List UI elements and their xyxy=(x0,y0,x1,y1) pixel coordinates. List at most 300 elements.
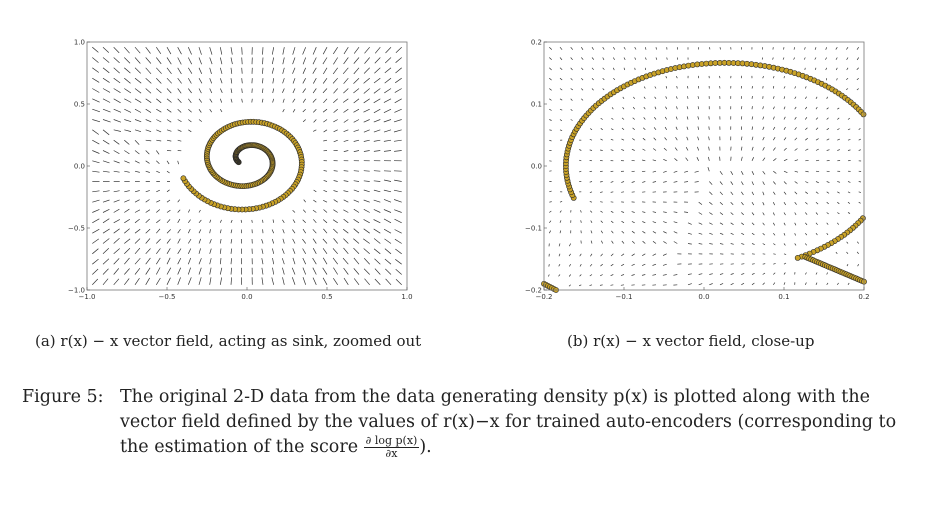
field-arrow xyxy=(135,258,140,264)
field-arrow xyxy=(354,140,359,141)
field-arrow xyxy=(262,239,263,243)
field-arrow xyxy=(795,149,798,151)
field-arrow xyxy=(188,210,190,213)
field-arrow xyxy=(611,231,613,233)
field-arrow xyxy=(827,108,829,110)
field-arrow xyxy=(199,68,202,74)
field-arrow xyxy=(741,223,744,225)
field-arrow xyxy=(220,47,222,54)
field-arrow xyxy=(687,137,688,140)
field-arrow xyxy=(805,202,807,204)
caption-body xyxy=(120,385,922,460)
field-arrow xyxy=(795,233,796,235)
field-arrow xyxy=(385,259,391,264)
field-arrow xyxy=(611,118,613,119)
field-arrow xyxy=(344,181,349,182)
field-arrow xyxy=(571,58,573,60)
field-arrow xyxy=(621,285,624,286)
field-arrow xyxy=(699,284,703,285)
field-arrow xyxy=(698,116,699,119)
field-arrow xyxy=(676,117,677,120)
field-arrow xyxy=(344,151,349,152)
field-arrow xyxy=(665,117,667,120)
field-arrow xyxy=(603,78,605,80)
field-arrow xyxy=(199,89,201,94)
field-arrow xyxy=(592,78,594,80)
field-arrow xyxy=(103,161,110,163)
field-arrow xyxy=(210,89,212,94)
field-arrow xyxy=(384,229,391,233)
field-arrow xyxy=(805,223,807,225)
field-arrow xyxy=(741,182,743,185)
field-arrow xyxy=(613,47,615,49)
field-arrow xyxy=(837,202,839,204)
y-tick-label: 0.5 xyxy=(73,100,85,109)
field-arrow xyxy=(364,249,370,254)
field-arrow xyxy=(199,248,201,253)
field-arrow xyxy=(560,58,562,60)
field-arrow xyxy=(292,277,295,285)
field-arrow xyxy=(156,151,159,155)
field-arrow xyxy=(741,233,744,235)
field-arrow xyxy=(114,47,120,53)
field-arrow xyxy=(343,99,348,103)
field-arrow xyxy=(334,140,338,142)
field-arrow xyxy=(293,47,295,54)
field-arrow xyxy=(188,239,191,244)
field-arrow xyxy=(741,213,743,215)
field-arrow xyxy=(763,192,764,195)
field-arrow xyxy=(231,258,232,264)
field-arrow xyxy=(773,223,774,226)
field-arrow xyxy=(590,139,592,140)
field-arrow xyxy=(124,161,129,163)
field-arrow xyxy=(560,220,561,222)
field-arrow xyxy=(156,78,161,83)
field-arrow xyxy=(642,231,645,233)
field-arrow xyxy=(273,220,274,223)
field-arrow xyxy=(135,210,140,213)
field-arrow xyxy=(178,239,181,244)
field-arrow xyxy=(688,244,692,245)
field-arrow xyxy=(590,192,592,193)
field-arrow xyxy=(858,264,859,266)
field-arrow xyxy=(611,221,613,223)
field-arrow xyxy=(103,219,109,223)
x-tick-label: −0.2 xyxy=(535,293,553,301)
field-arrow xyxy=(293,58,295,65)
field-arrow xyxy=(763,264,766,265)
field-arrow xyxy=(642,182,645,183)
field-arrow xyxy=(784,273,785,275)
field-arrow xyxy=(124,78,130,83)
field-arrow xyxy=(827,192,829,194)
field-arrow xyxy=(624,47,625,49)
field-arrow xyxy=(313,130,316,132)
field-arrow xyxy=(220,89,222,93)
field-arrow xyxy=(837,150,840,151)
field-arrow xyxy=(622,221,625,223)
field-arrow xyxy=(313,78,316,83)
field-arrow xyxy=(859,202,861,203)
field-arrow xyxy=(156,109,161,112)
field-arrow xyxy=(592,89,594,91)
field-arrow xyxy=(374,140,381,141)
field-arrow xyxy=(653,212,656,213)
field-arrow xyxy=(385,58,391,64)
field-arrow xyxy=(396,269,402,274)
field-arrow xyxy=(857,252,859,254)
field-arrow xyxy=(92,279,98,285)
field-arrow xyxy=(135,68,141,74)
field-arrow xyxy=(655,87,656,89)
field-arrow xyxy=(231,47,232,54)
field-arrow xyxy=(720,192,723,195)
field-arrow xyxy=(114,268,119,274)
field-arrow xyxy=(385,239,392,244)
field-arrow xyxy=(697,147,698,151)
data-spiral xyxy=(181,119,305,212)
field-arrow xyxy=(560,231,561,234)
field-arrow xyxy=(805,128,807,130)
field-arrow xyxy=(699,223,703,225)
field-arrow xyxy=(364,181,370,182)
field-arrow xyxy=(313,200,316,202)
field-arrow xyxy=(663,241,666,243)
vector-field-plot-close-up xyxy=(515,30,875,310)
field-arrow xyxy=(394,210,402,213)
field-arrow xyxy=(784,47,785,49)
field-arrow xyxy=(231,230,232,234)
field-arrow xyxy=(199,229,201,233)
field-arrow xyxy=(752,137,753,141)
field-arrow xyxy=(805,171,808,172)
field-arrow xyxy=(635,47,636,49)
field-arrow xyxy=(313,248,316,254)
field-arrow xyxy=(837,139,840,140)
field-arrow xyxy=(699,202,702,204)
field-arrow xyxy=(752,127,753,130)
field-arrow xyxy=(374,120,381,123)
field-arrow xyxy=(92,209,99,212)
field-arrow xyxy=(114,249,120,254)
field-arrow xyxy=(263,47,264,54)
field-arrow xyxy=(114,68,120,73)
field-arrow xyxy=(621,192,624,193)
field-arrow xyxy=(313,89,316,94)
field-arrow xyxy=(199,258,201,264)
field-arrow xyxy=(601,231,603,234)
field-arrow xyxy=(632,254,635,256)
field-arrow xyxy=(146,210,150,213)
field-arrow xyxy=(374,99,381,103)
field-arrow xyxy=(344,78,349,84)
field-arrow xyxy=(395,89,402,93)
field-arrow xyxy=(653,241,656,243)
field-arrow xyxy=(375,279,380,285)
field-arrow xyxy=(816,182,819,183)
field-arrow xyxy=(621,264,624,266)
vector-field-arrows xyxy=(92,47,401,285)
field-arrow xyxy=(323,109,327,112)
field-arrow xyxy=(323,89,327,93)
field-arrow xyxy=(156,68,161,74)
data-spiral xyxy=(541,60,866,292)
field-arrow xyxy=(220,249,221,254)
field-arrow xyxy=(752,157,754,161)
field-arrow xyxy=(210,268,211,275)
field-arrow xyxy=(795,86,796,88)
field-arrow xyxy=(624,58,625,60)
field-arrow xyxy=(611,129,613,130)
field-arrow xyxy=(635,68,636,70)
field-arrow xyxy=(654,138,656,140)
field-arrow xyxy=(394,109,401,112)
field-arrow xyxy=(848,118,850,119)
field-arrow xyxy=(167,68,172,74)
field-arrow xyxy=(784,127,786,130)
field-arrow xyxy=(293,68,296,74)
field-arrow xyxy=(731,283,734,285)
field-arrow xyxy=(188,249,191,254)
field-arrow xyxy=(622,128,624,130)
field-arrow xyxy=(549,68,551,70)
field-arrow xyxy=(262,258,263,264)
field-arrow xyxy=(816,283,817,285)
x-tick-label: −0.1 xyxy=(615,293,633,301)
field-arrow xyxy=(178,210,181,213)
field-arrow xyxy=(698,137,699,141)
field-arrow xyxy=(156,161,159,164)
x-tick-label: −1.0 xyxy=(78,293,96,301)
field-arrow xyxy=(114,140,120,144)
field-arrow xyxy=(645,47,646,50)
field-arrow xyxy=(124,47,129,53)
field-arrow xyxy=(178,78,182,83)
field-arrow xyxy=(763,283,765,285)
field-arrow xyxy=(653,254,656,256)
field-arrow xyxy=(600,275,603,276)
field-arrow xyxy=(303,220,306,223)
field-arrow xyxy=(773,244,775,246)
y-tick-label: 1.0 xyxy=(73,38,85,47)
field-arrow xyxy=(374,171,380,172)
field-arrow xyxy=(262,277,263,284)
field-arrow xyxy=(394,140,402,141)
field-arrow xyxy=(394,130,402,132)
field-arrow xyxy=(354,47,359,53)
field-arrow xyxy=(92,140,99,144)
field-arrow xyxy=(805,273,806,275)
field-arrow xyxy=(334,109,338,112)
field-arrow xyxy=(364,78,370,83)
field-arrow xyxy=(103,279,108,285)
field-arrow xyxy=(374,109,380,113)
field-arrow xyxy=(579,285,581,286)
field-arrow xyxy=(323,268,327,275)
field-arrow xyxy=(549,109,551,110)
field-arrow xyxy=(674,158,677,160)
field-arrow xyxy=(103,99,110,103)
field-arrow xyxy=(623,97,624,99)
field-arrow xyxy=(333,99,337,103)
field-arrow xyxy=(579,150,581,151)
field-arrow xyxy=(231,68,232,74)
field-arrow xyxy=(763,117,764,120)
field-arrow xyxy=(603,47,605,49)
field-arrow xyxy=(816,192,818,194)
field-arrow xyxy=(601,254,603,256)
field-arrow xyxy=(709,223,712,225)
field-arrow xyxy=(146,151,150,155)
field-arrow xyxy=(231,220,232,223)
field-arrow xyxy=(385,68,391,73)
field-arrow xyxy=(135,161,140,163)
field-arrow xyxy=(231,268,232,275)
field-arrow xyxy=(784,254,786,255)
field-arrow xyxy=(635,58,636,60)
y-tick-label: 0.0 xyxy=(73,162,85,171)
field-arrow xyxy=(795,97,796,99)
field-arrow xyxy=(642,264,645,265)
field-arrow xyxy=(600,192,603,193)
field-arrow xyxy=(549,99,551,101)
field-arrow xyxy=(709,244,713,245)
field-arrow xyxy=(752,283,754,285)
field-arrow xyxy=(273,78,274,83)
field-arrow xyxy=(283,78,285,83)
field-arrow xyxy=(655,97,656,99)
field-arrow xyxy=(146,200,150,203)
field-arrow xyxy=(709,126,710,129)
field-arrow xyxy=(262,68,263,74)
field-arrow xyxy=(805,68,806,70)
field-arrow xyxy=(591,241,592,244)
field-arrow xyxy=(549,47,552,49)
field-arrow xyxy=(364,190,370,192)
field-arrow xyxy=(273,99,274,103)
field-arrow xyxy=(375,58,381,64)
field-arrow xyxy=(611,182,614,183)
field-arrow xyxy=(252,99,253,103)
field-arrow xyxy=(156,140,161,141)
field-arrow xyxy=(601,241,602,244)
field-arrow xyxy=(199,99,202,103)
field-arrow xyxy=(644,117,646,119)
field-arrow xyxy=(612,241,614,244)
field-arrow xyxy=(590,275,592,277)
field-arrow xyxy=(283,58,285,65)
field-arrow xyxy=(687,127,688,130)
field-arrow xyxy=(262,268,263,275)
field-arrow xyxy=(687,86,688,88)
field-arrow xyxy=(135,248,140,254)
field-arrow xyxy=(549,130,551,131)
field-arrow xyxy=(613,68,614,70)
field-arrow xyxy=(156,190,160,192)
field-arrow xyxy=(688,96,689,99)
field-arrow xyxy=(220,258,221,264)
field-arrow xyxy=(156,89,161,94)
field-arrow xyxy=(859,128,861,130)
field-arrow xyxy=(146,278,150,285)
field-arrow xyxy=(784,171,787,173)
field-arrow xyxy=(323,248,327,254)
field-arrow xyxy=(396,47,402,53)
field-arrow xyxy=(601,128,603,130)
field-arrow xyxy=(135,229,140,233)
field-arrow xyxy=(709,147,710,151)
field-arrow xyxy=(837,118,839,120)
field-arrow xyxy=(847,242,848,244)
field-arrow xyxy=(135,99,141,103)
field-arrow xyxy=(124,209,129,212)
field-arrow xyxy=(323,120,327,123)
x-tick-label: 1.0 xyxy=(401,293,413,301)
field-arrow xyxy=(146,229,150,233)
field-arrow xyxy=(303,210,306,213)
field-arrow xyxy=(344,171,349,172)
field-arrow xyxy=(752,86,753,88)
field-arrow xyxy=(313,268,317,275)
field-arrow xyxy=(794,58,795,60)
field-arrow xyxy=(603,89,605,91)
field-arrow xyxy=(815,47,816,50)
field-arrow xyxy=(763,86,764,88)
field-arrow xyxy=(188,130,191,132)
field-arrow xyxy=(795,117,797,119)
field-arrow xyxy=(343,210,348,213)
field-arrow xyxy=(677,86,678,88)
field-arrow xyxy=(805,283,806,285)
field-arrow xyxy=(146,89,151,94)
field-arrow xyxy=(773,158,776,160)
field-arrow xyxy=(698,127,699,130)
field-arrow xyxy=(579,171,581,172)
data-point xyxy=(861,112,866,117)
field-arrow xyxy=(344,130,349,132)
field-arrow xyxy=(283,68,285,74)
field-arrow xyxy=(763,158,765,161)
field-arrow xyxy=(653,264,657,265)
field-arrow xyxy=(773,202,774,205)
field-arrow xyxy=(313,278,316,285)
field-arrow xyxy=(323,220,327,223)
field-arrow xyxy=(303,47,306,54)
field-arrow xyxy=(343,239,348,244)
field-arrow xyxy=(857,58,859,60)
field-arrow xyxy=(353,89,359,94)
field-arrow xyxy=(354,58,359,64)
field-arrow xyxy=(666,107,667,110)
field-arrow xyxy=(848,139,850,140)
field-arrow xyxy=(633,118,635,120)
field-arrow xyxy=(323,68,327,74)
field-arrow xyxy=(569,244,570,247)
field-arrow xyxy=(857,242,859,244)
field-arrow xyxy=(103,229,110,233)
field-arrow xyxy=(590,129,592,130)
field-arrow xyxy=(795,138,797,140)
field-arrow xyxy=(156,99,161,103)
field-arrow xyxy=(188,78,191,83)
field-arrow xyxy=(763,147,765,150)
field-arrow xyxy=(364,171,370,172)
field-arrow xyxy=(773,283,775,285)
field-arrow xyxy=(231,99,232,103)
field-arrow xyxy=(805,138,807,140)
field-arrow xyxy=(571,47,573,49)
